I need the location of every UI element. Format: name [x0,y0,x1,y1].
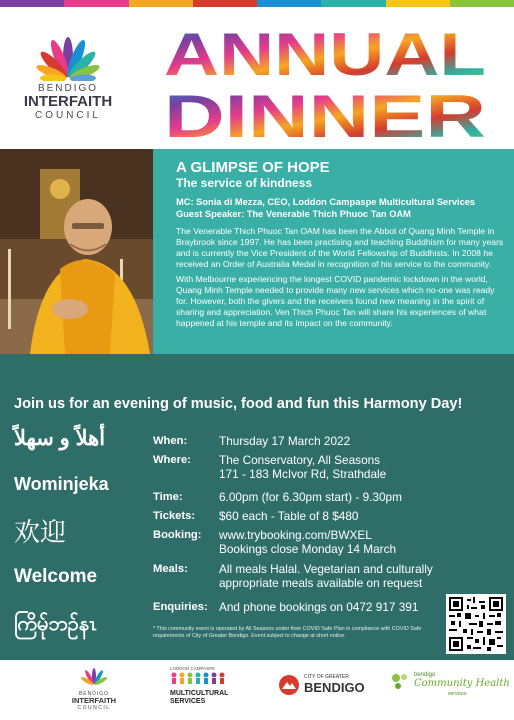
footer-logo-lcms [170,666,242,706]
footer-bch-big: Community Health [414,678,510,689]
monk-photo [0,149,153,354]
lotus-icon [28,29,108,81]
where-value-2: 171 - 183 McIvor Rd, Strathdale [219,467,387,481]
lotus-small-icon [79,666,109,686]
footer-bch-sub: services [448,691,467,697]
mc-line: MC: Sonia di Mezza, CEO, Loddon Campaspe Multicultural Services [176,197,476,207]
footer-cgb-big: BENDIGO [304,680,365,695]
tickets-label: Tickets: [153,510,196,522]
footer-logo-interfaith [62,666,126,711]
city-emblem-icon [278,674,300,696]
title-line-1: ANNUAL [164,23,486,88]
greeting-wominjeka: Wominjeka [14,474,109,494]
dots-icon [390,672,410,692]
greeting-chinese: 欢迎 [14,518,67,548]
greeting-welcome: Welcome [14,566,98,587]
title-line-2: DINNER [164,83,486,143]
greeting-karen: ကြိမ်ုဘဉ်နၤ [14,611,97,635]
where-label: Where: [153,454,191,466]
time-value: 6.00pm (for 6.30pm start) - 9.30pm [219,490,402,504]
time-label: Time: [153,491,183,503]
feature-text [176,159,508,329]
footer-bic-2: INTERFAITH [71,696,117,705]
header [0,7,514,149]
footer-cgb-small: CITY OF GREATER [304,674,349,680]
greeting-arabic: أهلاً و سهلاً [14,427,106,450]
qr-code[interactable] [446,594,506,654]
feature-title: A GLIMPSE OF HOPE [176,159,330,176]
booking-label: Booking: [153,529,202,541]
where-value-1: The Conservatory, All Seasons [219,453,381,467]
interfaith-council-logo [14,29,122,141]
booking-url[interactable]: www.trybooking.com/BWXEL [219,528,372,542]
meals-value-2: appropriate meals available on request [219,576,423,590]
enquiries-value: And phone bookings on 0472 917 391 [219,600,419,614]
footer-lcms-small: LODDON CAMPASPE [170,666,216,671]
annual-dinner-title [160,23,510,143]
logo-line-2: INTERFAITH [23,93,113,110]
footer-lcms-2: SERVICES [170,698,206,705]
feature-subtitle: The service of kindness [176,176,313,190]
sponsor-footer [0,660,514,720]
footer-bic-3: COUNCIL [77,705,111,711]
join-headline: Join us for an evening of music, food and fun this Harmony Day! [14,396,463,412]
when-label: When: [153,435,188,447]
covid-disclaimer: * This community event is operated by All Seasons under their COVID Safe Plan in compliance with COVID Safe requirements of City of Greater Bendigo. Event subject to change at short notice. [153,626,422,639]
feature-band [0,149,514,354]
feature-paragraph-1: The Venerable Thich Phuoc Tan OAM has been the Abbot of Quang Minh Temple in Braybrook since 1997. He has been practising and teaching Buddhism for many years and is currently the Vice President of the World Fellowship of Buddhists. In 2008 he received an Order of Australia Medal in recognition of his service to the community. [176,226,504,269]
footer-lcms-1: MULTICULTURAL [170,690,229,697]
feature-paragraph-2: With Melbourne experiencing the longest COVID pandemic lockdown in the world, Quang Minh Temple needed to provide many new services which no-one was ready for. However, both the givers and the receivers found new meaning in the spirit of sharing and appreciation. Ven Thich Phuoc Tan will share his experiences of what happened at his temple and its impact on the community. [176,274,495,328]
meals-value-1: All meals Halal. Vegetarian and culturally [219,562,433,576]
people-icon [170,671,230,685]
logo-line-1: BENDIGO [37,83,99,94]
logo-line-3: COUNCIL [34,110,101,121]
when-value: Thursday 17 March 2022 [219,434,351,448]
footer-bic-1: BENDIGO [78,691,110,697]
footer-bch-small: bendigo [414,672,436,678]
top-color-stripe [0,0,514,7]
enquiries-label: Enquiries: [153,601,208,613]
tickets-value: $60 each - Table of 8 $480 [219,509,359,523]
booking-close: Bookings close Monday 14 March [219,542,397,556]
guest-speaker-line: Guest Speaker: The Venerable Thich Phuoc Tan OAM [176,209,411,219]
meals-label: Meals: [153,563,188,575]
